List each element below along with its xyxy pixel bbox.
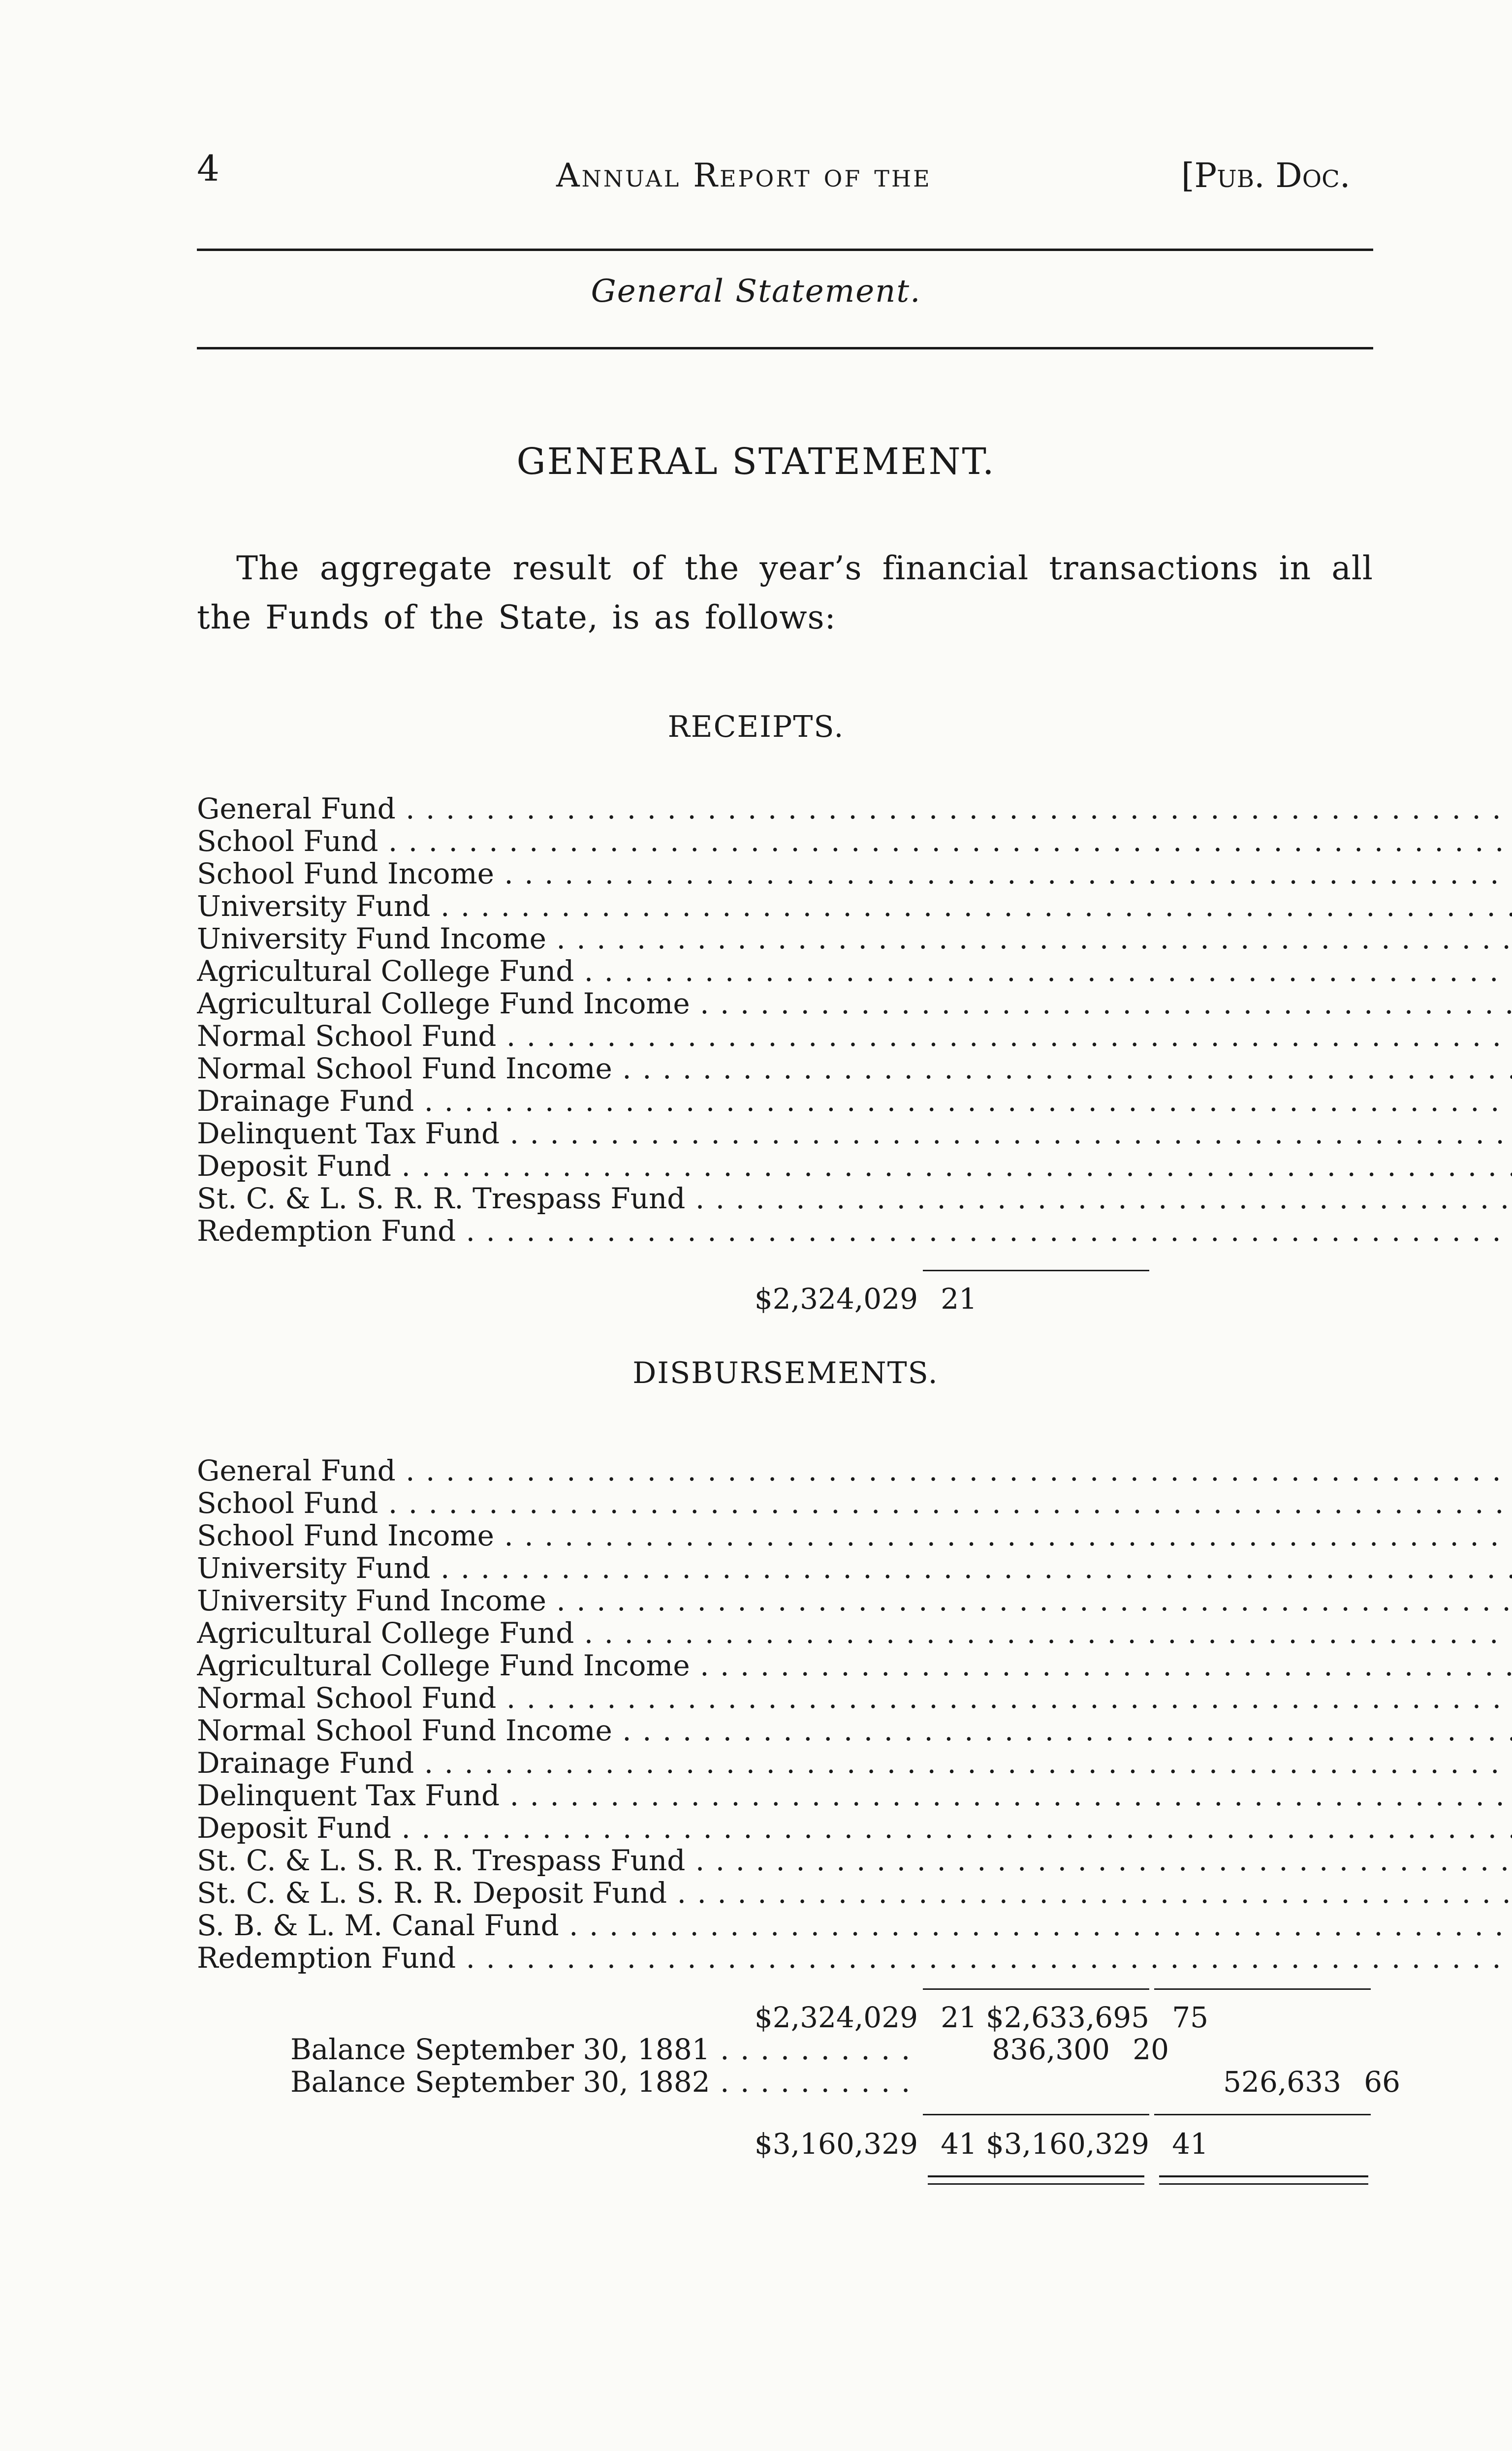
fund-label: Agricultural College Fund . . . (197, 1617, 1512, 1649)
table-row (197, 1215, 1512, 1247)
grand-receipts-dollars: $3,160,329 (754, 2127, 918, 2161)
table-row (197, 890, 1512, 922)
fund-label: School Fund . . . (197, 1487, 1512, 1519)
fund-label: University Fund Income . . . (197, 922, 1512, 955)
double-rule-right-2 (1159, 2183, 1368, 2185)
grand-receipts-cents: 41 (941, 2127, 977, 2161)
table-row (197, 857, 1512, 890)
subtotal-rule-right (1154, 1988, 1371, 1990)
grand-totals-row (711, 2127, 1208, 2161)
fund-label: Normal School Fund Income . . . (197, 1714, 1512, 1747)
fund-label: Deposit Fund . . . (197, 1812, 1512, 1844)
receipts-total-dollars: $2,324,029 (754, 1282, 918, 1316)
table-row (197, 1747, 1512, 1779)
balance-cents: 66 (1364, 2065, 1400, 2099)
balance-row-1882 (290, 2065, 1400, 2099)
subtotal-receipts-cents: 21 (941, 2001, 977, 2034)
fund-label: Deposit Fund . . . (197, 1150, 1512, 1182)
receipts-total-rule (923, 1270, 1149, 1271)
subtotal-disb-cents: 75 (1172, 2001, 1208, 2034)
table-row (197, 1182, 1512, 1215)
header-rule-top (197, 249, 1373, 251)
intro-paragraph: The aggregate result of the year’s financial transactions in all the Funds of the State, is as follows: (197, 549, 1373, 636)
fund-label: University Fund Income . . . (197, 1584, 1512, 1617)
table-row (197, 1085, 1512, 1117)
grand-disb-dollars: $3,160,329 (985, 2127, 1149, 2161)
receipts-table (197, 792, 1512, 1247)
fund-label: Agricultural College Fund Income . . . (197, 1649, 1512, 1682)
fund-label: University Fund . . . (197, 890, 1512, 922)
table-row (197, 1617, 1512, 1649)
double-rule-right-1 (1159, 2175, 1368, 2177)
table-row (197, 1942, 1512, 1974)
table-row (197, 955, 1512, 987)
fund-label: St. C. & L. S. R. R. Trespass Fund . . . (197, 1844, 1512, 1877)
table-row (197, 792, 1512, 825)
grand-rule-left (923, 2114, 1149, 2115)
table-row (197, 987, 1512, 1020)
running-title: Annual Report of the (556, 157, 932, 194)
fund-label: Drainage Fund . . . (197, 1085, 1512, 1117)
table-row (197, 1779, 1512, 1812)
pub-doc-label: [Pub. Doc. (1181, 157, 1351, 195)
table-row (197, 1454, 1512, 1487)
table-row (197, 1584, 1512, 1617)
disbursements-heading: DISBURSEMENTS. (632, 1356, 939, 1390)
table-row (197, 1020, 1512, 1052)
receipts-heading: RECEIPTS. (667, 710, 845, 744)
page-title: GENERAL STATEMENT. (516, 440, 996, 483)
fund-label: Normal School Fund . . . (197, 1682, 1512, 1714)
fund-label: Normal School Fund . . . (197, 1020, 1512, 1052)
running-header (0, 148, 1512, 202)
table-row (197, 1682, 1512, 1714)
receipts-total-cents: 21 (941, 1282, 977, 1316)
fund-label: Delinquent Tax Fund . . . (197, 1117, 1512, 1150)
grand-disb-cents: 41 (1172, 2127, 1208, 2161)
table-row (197, 1052, 1512, 1085)
subtotal-receipts-dollars: $2,324,029 (754, 2001, 918, 2034)
grand-rule-right (1154, 2114, 1371, 2115)
balance-label: Balance September 30, 1881 . . . (290, 2033, 920, 2066)
table-row (197, 1877, 1512, 1909)
table-row (197, 1844, 1512, 1877)
fund-label: Delinquent Tax Fund . . . (197, 1779, 1512, 1812)
fund-label: Redemption Fund . . . (197, 1942, 1512, 1974)
fund-label: St. C. & L. S. R. R. Deposit Fund . . . (197, 1877, 1512, 1909)
header-rule-bottom (197, 347, 1373, 349)
table-row (197, 1714, 1512, 1747)
balance-label: Balance September 30, 1882 . . . (290, 2065, 920, 2099)
table-row (197, 1487, 1512, 1519)
balance-row-1881 (290, 2033, 1169, 2066)
fund-label: University Fund . . . (197, 1552, 1512, 1584)
table-row (197, 825, 1512, 857)
receipts-total (711, 1282, 977, 1316)
fund-label: Normal School Fund Income . . . (197, 1052, 1512, 1085)
double-rule-left-2 (928, 2183, 1144, 2185)
table-row (197, 1519, 1512, 1552)
disbursements-table (197, 1454, 1512, 1974)
subtotal-disb-dollars: $2,633,695 (985, 2001, 1149, 2034)
balance-cents: 20 (1133, 2033, 1169, 2066)
subtotal-rule-left (923, 1988, 1149, 1990)
table-row (197, 922, 1512, 955)
fund-label: General Fund . . . (197, 792, 1512, 825)
section-subhead: General Statement. (591, 273, 921, 310)
fund-label: School Fund Income . . . (197, 1519, 1512, 1552)
table-row (197, 1812, 1512, 1844)
page-number: 4 (197, 148, 220, 189)
balance-dollars: 836,300 (992, 2033, 1110, 2066)
fund-label: Redemption Fund . . . (197, 1215, 1512, 1247)
balance-dollars: 526,633 (1223, 2065, 1341, 2099)
table-row (197, 1909, 1512, 1942)
table-row (197, 1552, 1512, 1584)
fund-label: Agricultural College Fund Income . . . (197, 987, 1512, 1020)
table-row (197, 1150, 1512, 1182)
fund-label: S. B. & L. M. Canal Fund . . . (197, 1909, 1512, 1942)
fund-label: Drainage Fund . . . (197, 1747, 1512, 1779)
subtotals-row (711, 2001, 1208, 2034)
fund-label: School Fund . . . (197, 825, 1512, 857)
fund-label: Agricultural College Fund . . . (197, 955, 1512, 987)
table-row (197, 1117, 1512, 1150)
fund-label: St. C. & L. S. R. R. Trespass Fund . . . (197, 1182, 1512, 1215)
table-row (197, 1649, 1512, 1682)
fund-label: School Fund Income . . . (197, 857, 1512, 890)
double-rule-left-1 (928, 2175, 1144, 2177)
fund-label: General Fund . . . (197, 1454, 1512, 1487)
